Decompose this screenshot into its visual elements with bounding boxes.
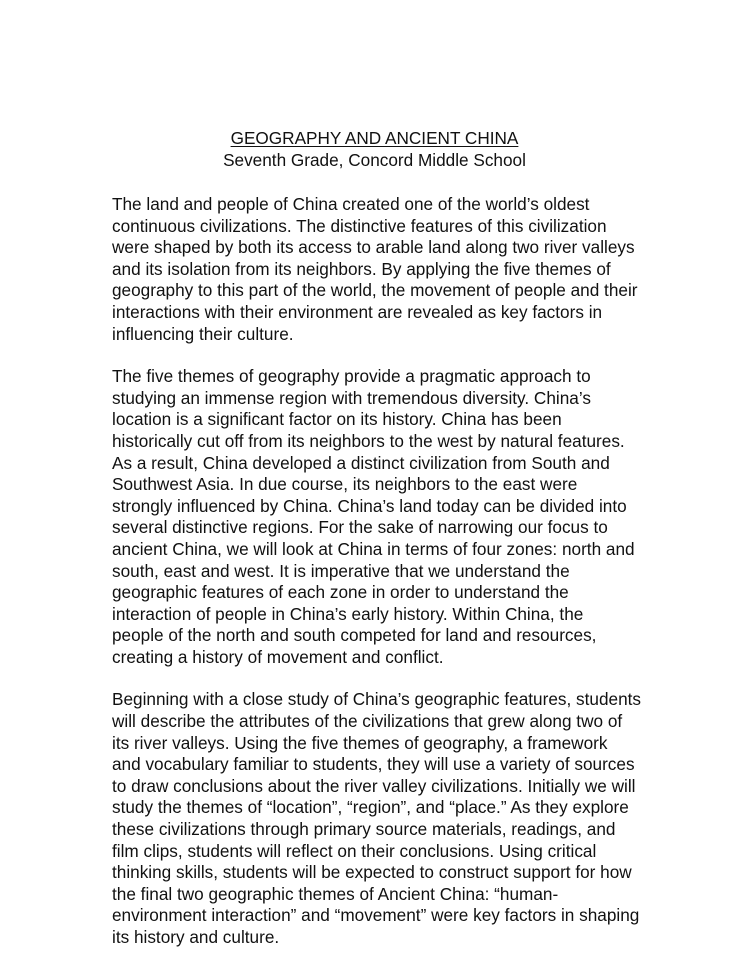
paragraph-1: The land and people of China created one of the world’s oldest continuous civilizations. The distinctive features of this civilization were shaped by both its access to arable land along two river valleys and its isolation from its neighbors. By applying the five themes of geography to this part of the world, the movement of people and their interactions with their environment are revealed as key factors in influencing their culture.	[112, 194, 638, 344]
paragraph-3: Beginning with a close study of China’s geographic features, students will describe the attributes of the civilizations that grew along two of its river valleys. Using the five themes of geography, a framework and vocabulary familiar to students, they will use a variety of sources to draw conclusions about the river valley civilizations. Initially we will study the themes of “location”, “region”, and “place.” As they explore these civilizations through primary source materials, readings, and film clips, students will reflect on their conclusions. Using critical thinking skills, students will be expected to construct support for how the final two geographic themes of Ancient China: “human- environment interaction” and “movement” were key factors in shaping its history and culture.	[112, 689, 642, 947]
paragraph-2: The five themes of geography provide a pragmatic approach to studying an immense region with tremendous diversity. China’s location is a significant factor on its history. China has been historically cut off from its neighbors to the west by natural features. As a result, China developed a distinct civilization from South and Southwest Asia. In due course, its neighbors to the east were strongly influenced by China. China’s land today can be divided into several distinctive regions. For the sake of narrowing our focus to ancient China, we will look at China in terms of four zones: north and south, east and west. It is imperative that we understand the geographic features of each zone in order to understand the interaction of people in China’s early history. Within China, the people of the north and south competed for land and resources, creating a history of movement and conflict.	[112, 366, 635, 667]
document-subtitle: Seventh Grade, Concord Middle School	[223, 149, 526, 170]
document-body	[112, 194, 652, 970]
document-header	[0, 128, 749, 171]
document-title: GEOGRAPHY AND ANCIENT CHINA	[230, 128, 519, 148]
